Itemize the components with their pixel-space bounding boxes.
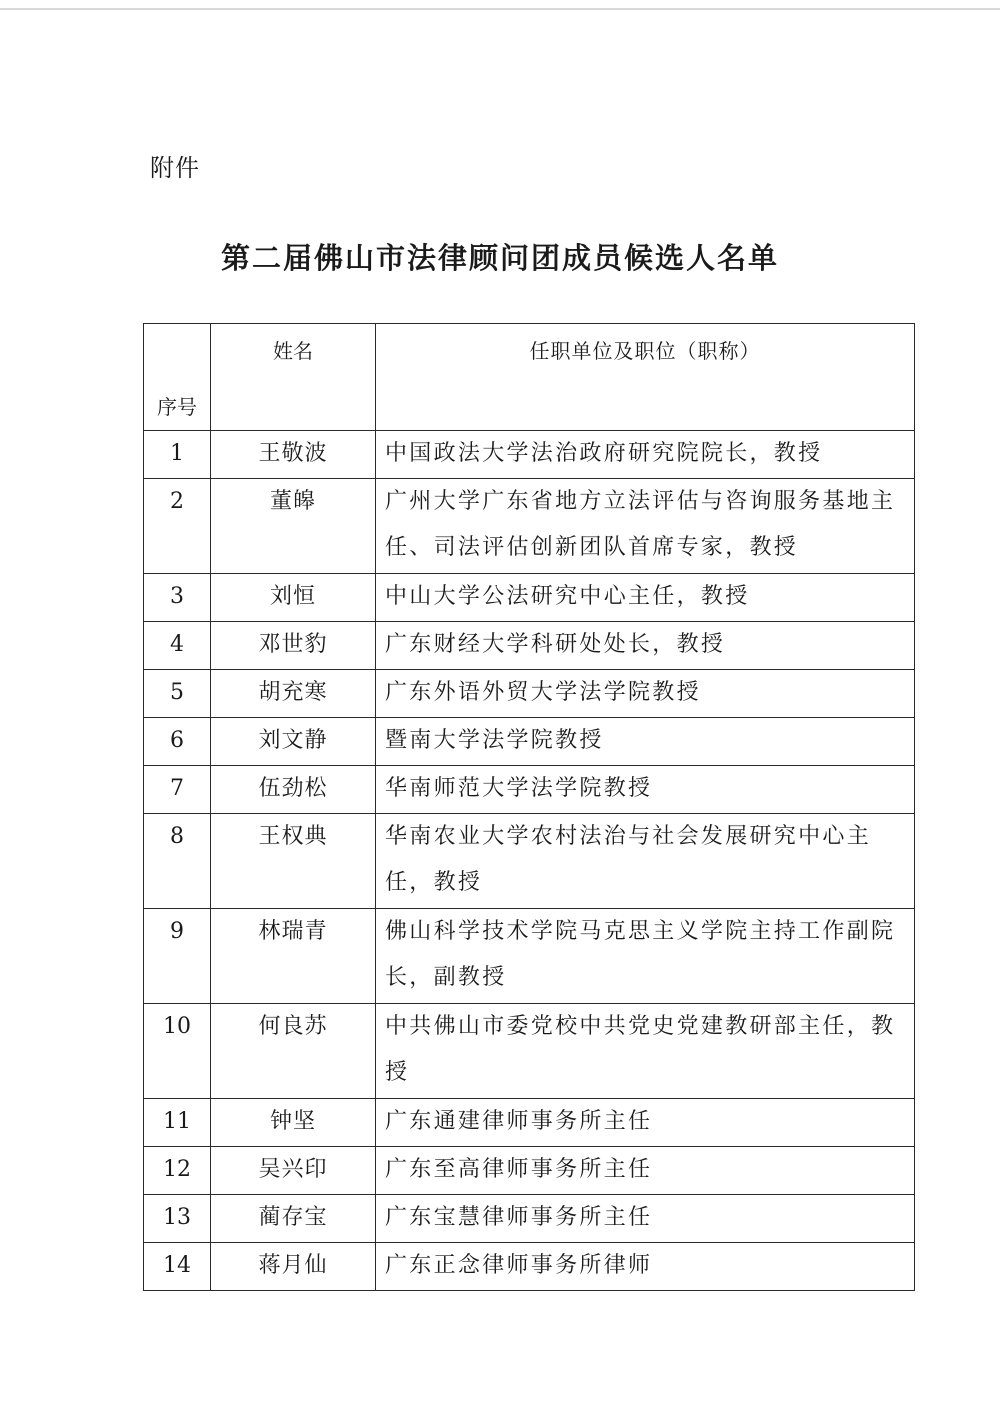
table-row (144, 766, 915, 814)
row-number: 3 (144, 574, 211, 622)
row-number: 13 (144, 1195, 211, 1243)
row-number: 14 (144, 1243, 211, 1291)
header-cell-number (144, 324, 211, 431)
row-number: 2 (144, 479, 211, 574)
row-number: 11 (144, 1099, 211, 1147)
scan-top-edge (0, 8, 1000, 10)
table-row (144, 622, 915, 670)
row-unit: 中山大学公法研究中心主任，教授 (376, 574, 915, 622)
table-row (144, 479, 915, 574)
row-number: 1 (144, 431, 211, 479)
row-name: 董皞 (211, 479, 376, 574)
header-unit: 任职单位及职位（职称） (529, 339, 761, 363)
row-name: 刘文静 (211, 718, 376, 766)
table-row (144, 1004, 915, 1099)
row-unit: 华南农业大学农村法治与社会发展研究中心主任，教授 (376, 814, 915, 909)
row-unit: 广东财经大学科研处处长，教授 (376, 622, 915, 670)
table-row (144, 718, 915, 766)
row-number: 7 (144, 766, 211, 814)
candidate-table (143, 323, 915, 1291)
row-name: 伍劲松 (211, 766, 376, 814)
row-number: 9 (144, 909, 211, 1004)
table-row (144, 1147, 915, 1195)
row-unit: 暨南大学法学院教授 (376, 718, 915, 766)
row-name: 吴兴印 (211, 1147, 376, 1195)
table-row (144, 431, 915, 479)
row-number: 12 (144, 1147, 211, 1195)
table-row (144, 1195, 915, 1243)
row-name: 林瑞青 (211, 909, 376, 1004)
row-unit: 广东外语外贸大学法学院教授 (376, 670, 915, 718)
row-unit: 中国政法大学法治政府研究院院长，教授 (376, 431, 915, 479)
row-number: 6 (144, 718, 211, 766)
row-number: 5 (144, 670, 211, 718)
row-name: 王敬波 (211, 431, 376, 479)
header-name: 姓名 (273, 339, 313, 363)
row-name: 邓世豹 (211, 622, 376, 670)
row-unit: 广东正念律师事务所律师 (376, 1243, 915, 1291)
row-name: 胡充寒 (211, 670, 376, 718)
row-name: 蒋月仙 (211, 1243, 376, 1291)
row-unit: 佛山科学技术学院马克思主义学院主持工作副院长，副教授 (376, 909, 915, 1004)
row-unit: 广州大学广东省地方立法评估与咨询服务基地主任、司法评估创新团队首席专家，教授 (376, 479, 915, 574)
table-row (144, 1099, 915, 1147)
header-cell-unit (376, 324, 915, 431)
table-row (144, 1243, 915, 1291)
table-row (144, 909, 915, 1004)
table-header-row (144, 324, 915, 431)
row-unit: 广东通建律师事务所主任 (376, 1099, 915, 1147)
row-unit: 广东宝慧律师事务所主任 (376, 1195, 915, 1243)
row-unit: 中共佛山市委党校中共党史党建教研部主任，教授 (376, 1004, 915, 1099)
row-unit: 华南师范大学法学院教授 (376, 766, 915, 814)
row-name: 钟坚 (211, 1099, 376, 1147)
row-unit: 广东至高律师事务所主任 (376, 1147, 915, 1195)
document-title: 第二届佛山市法律顾问团成员候选人名单 (220, 241, 779, 275)
header-cell-name (211, 324, 376, 431)
row-name: 王权典 (211, 814, 376, 909)
row-name: 何良苏 (211, 1004, 376, 1099)
row-name: 刘恒 (211, 574, 376, 622)
table-row (144, 814, 915, 909)
attachment-label: 附件 (150, 154, 200, 182)
table-row (144, 670, 915, 718)
table-row (144, 574, 915, 622)
row-number: 10 (144, 1004, 211, 1099)
row-number: 4 (144, 622, 211, 670)
row-name: 蔺存宝 (211, 1195, 376, 1243)
row-number: 8 (144, 814, 211, 909)
header-number: 序号 (157, 395, 197, 419)
